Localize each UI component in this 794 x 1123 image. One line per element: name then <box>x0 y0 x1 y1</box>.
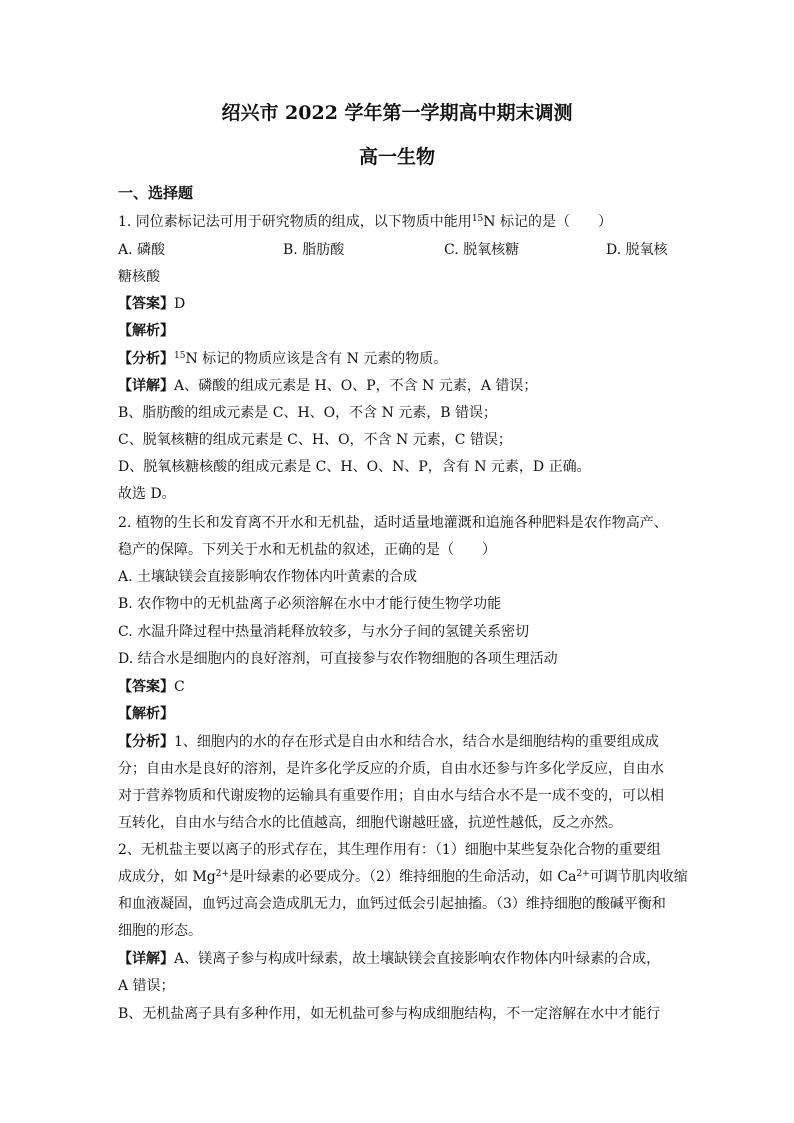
q2-option-c: C. 水温升降过程中热量消耗释放较多，与水分子间的氢键关系密切 <box>118 624 530 640</box>
q1-xiangjie-line: C、脱氧核糖的组成元素是 C、H、O，不含 N 元素，C 错误； <box>118 432 512 448</box>
q1-stem-b: N 标记的是（ ） <box>483 214 612 230</box>
section-heading: 一、选择题 <box>118 184 194 202</box>
q2-xiangjie-line: B、无机盐离子具有多种作用，如无机盐可参与构成细胞结构，不一定溶解在水中才能行 <box>118 1006 661 1022</box>
q1-option-b: B. 脂肪酸 <box>283 242 345 258</box>
q2-analysis-tag: 【解析】 <box>118 706 174 722</box>
q1-option-d: D. 脱氧核 <box>606 242 668 258</box>
q2-option-b: B. 农作物中的无机盐离子必须溶解在水中才能行使生物学功能 <box>118 596 502 612</box>
q2-fenxi-line <box>118 866 688 886</box>
q2-fenxi-line <box>118 731 659 751</box>
q2-fenxi-line: 对于营养物质和代谢废物的运输具有重要作用；自由水与结合水不是一成不变的，可以相 <box>118 788 664 804</box>
q2-fenxi-line6-sup1: 2+ <box>215 869 230 879</box>
q1-fenxi <box>118 348 447 368</box>
q2-fenxi-text: 1、细胞内的水的存在形式是自由水和结合水，结合水是细胞结构的重要组成成 <box>174 734 659 750</box>
q2-stem-line: 2. 植物的生长和发育离不开水和无机盐，适时适量地灌溉和追施各种肥料是农作物高产、 <box>118 515 668 531</box>
q2-stem-line: 稳产的保障。下列关于水和无机盐的叙述，正确的是（ ） <box>118 542 496 558</box>
q1-stem <box>118 211 612 231</box>
q1-xiangjie-text: A、磷酸的组成元素是 H、O、P，不含 N 元素，A 错误； <box>174 378 538 394</box>
q2-answer <box>118 676 185 696</box>
q2-fenxi-tag: 【分析】 <box>118 734 174 750</box>
q1-fenxi-text: N 标记的物质应该是含有 N 元素的物质。 <box>185 351 448 367</box>
q1-option-d-wrap: 糖核酸 <box>118 269 160 285</box>
q2-option-a: A. 土壤缺镁会直接影响农作物体内叶黄素的合成 <box>118 569 418 585</box>
q2-fenxi-line6-a: 成成分，如 Mg <box>118 869 216 885</box>
q2-option-d: D. 结合水是细胞内的良好溶剂，可直接参与农作物细胞的各项生理活动 <box>118 651 558 667</box>
q1-answer-value: D <box>174 296 186 312</box>
q2-xiangjie-line <box>118 948 660 968</box>
q2-fenxi-line6-b: 是叶绿素的必要成分。（2）维持细胞的生命活动，如 Ca <box>229 869 577 885</box>
q1-xiangjie-line <box>118 375 537 395</box>
q1-stem-a: 1. 同位素标记法可用于研究物质的组成，以下物质中能用 <box>118 214 472 230</box>
q2-answer-tag: 【答案】 <box>118 679 174 695</box>
q2-fenxi-line: 细胞的形态。 <box>118 923 202 939</box>
q1-analysis-tag: 【解析】 <box>118 323 174 339</box>
q2-fenxi-line6-sup2: 2+ <box>576 869 590 879</box>
q1-answer <box>118 293 185 313</box>
q2-xiangjie-line: A 错误； <box>118 978 175 994</box>
q2-fenxi-line6-c: 可调节肌肉收缩 <box>589 869 688 885</box>
q2-fenxi-line: 和血液凝固，血钙过高会造成肌无力，血钙过低会引起抽搐。（3）维持细胞的酸碱平衡和 <box>118 896 666 912</box>
q1-xiangjie-line: D、脱氧核糖核酸的组成元素是 C、H、O、N、P，含有 N 元素，D 正确。 <box>118 459 591 475</box>
q2-answer-value: C <box>174 679 185 695</box>
q1-option-a: A. 磷酸 <box>118 242 166 258</box>
q1-fenxi-sup: 15 <box>174 351 186 361</box>
q2-xiangjie-tag: 【详解】 <box>118 951 174 967</box>
document-title: 绍兴市 2022 学年第一学期高中期末调测 <box>221 102 573 124</box>
q1-stem-sup: 15 <box>471 214 484 224</box>
q1-conclusion: 故选 D。 <box>118 486 176 502</box>
q1-xiangjie-tag: 【详解】 <box>118 378 174 394</box>
q1-xiangjie-line: B、脂肪酸的组成元素是 C、H、O，不含 N 元素，B 错误； <box>118 405 498 421</box>
q1-option-c: C. 脱氧核糖 <box>444 242 520 258</box>
q2-xiangjie-text: A、镁离子参与构成叶绿素，故土壤缺镁会直接影响农作物体内叶绿素的合成， <box>174 951 661 967</box>
document-subtitle: 高一生物 <box>358 146 435 168</box>
q2-fenxi-line: 2、无机盐主要以离子的形式存在，其生理作用有：（1）细胞中某些复杂化合物的重要组 <box>118 842 661 858</box>
q2-fenxi-line: 分；自由水是良好的溶剂，是许多化学反应的介质，自由水还参与许多化学反应，自由水 <box>118 761 664 777</box>
q1-fenxi-tag: 【分析】 <box>118 351 174 367</box>
q2-fenxi-line: 互转化，自由水与结合水的比值越高，细胞代谢越旺盛，抗逆性越低，反之亦然。 <box>118 815 622 831</box>
q1-answer-tag: 【答案】 <box>118 296 174 312</box>
